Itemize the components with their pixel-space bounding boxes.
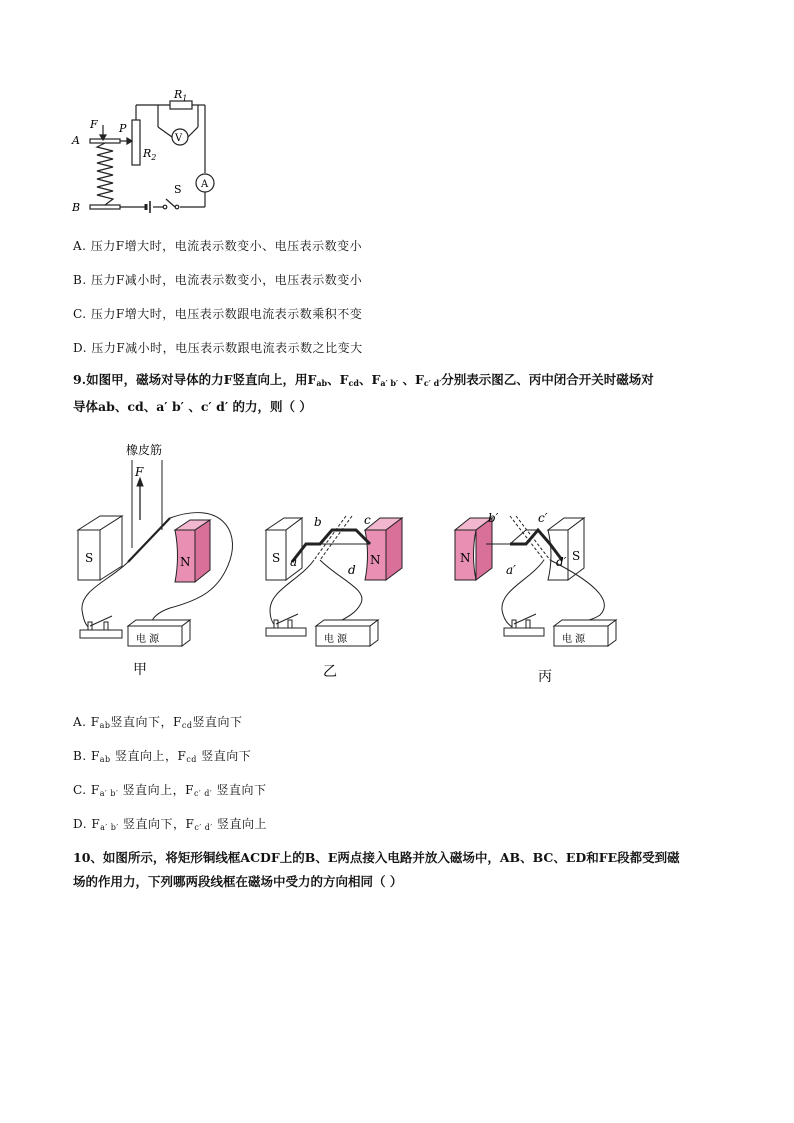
label-n-bing: N <box>460 551 471 565</box>
label-force-F: F <box>135 465 144 479</box>
label-n-yi: N <box>370 553 381 567</box>
q9-option-b: B. $F_{ab}$ 竖直向上，$F_{cd}$ 竖直向下 <box>73 749 252 764</box>
label-power-jia: 电 源 <box>136 634 160 645</box>
label-a: a <box>290 555 298 569</box>
label-power-yi: 电 源 <box>324 634 348 645</box>
label-bing: 丙 <box>538 669 552 685</box>
label-B: B <box>72 201 81 214</box>
label-R1: $R_1$ <box>174 88 188 103</box>
magnet-n-yi <box>365 518 402 580</box>
label-d-prime: d′ <box>556 555 567 569</box>
label-b: b <box>314 515 322 529</box>
magnetic-force-figure <box>70 430 630 690</box>
label-yi: 乙 <box>323 664 337 680</box>
label-P: P <box>119 122 127 135</box>
label-jia: 甲 <box>133 662 147 678</box>
label-V: V <box>175 133 183 144</box>
label-power-bing: 电 源 <box>562 634 586 645</box>
q8-option-a: A. 压力F增大时，电流表示数变小、电压表示数变小 <box>73 239 363 253</box>
label-S: S <box>174 183 182 196</box>
label-a-prime: a′ <box>506 563 516 577</box>
q8-option-c: C. 压力F增大时，电压表示数跟电流表示数乘积不变 <box>73 307 363 321</box>
magnet-s-jia <box>78 516 122 580</box>
q10-stem: 10、如图所示，将矩形铜线框ACDF上的B、E两点接入电路并放入磁场中，AB、BC、ED和FE段都受到磁 场的作用力，下列哪两段线框在磁场中受力的方向相同（ ） <box>73 850 680 889</box>
label-rubber-band: 橡皮筋 <box>126 443 163 457</box>
label-s-bing: S <box>572 549 581 563</box>
label-A: A <box>72 134 80 147</box>
label-b-prime: b′ <box>488 511 499 525</box>
q8-option-b: B. 压力F减小时，电流表示数变小，电压表示数变小 <box>73 273 363 287</box>
label-ammeter: A <box>201 179 209 190</box>
label-d: d <box>348 563 356 577</box>
q9-number: 9. <box>73 372 87 387</box>
label-c: c <box>364 513 371 527</box>
q9-option-c: C. $F_{a' b'}$ 竖直向上，$F_{c' d'}$ 竖直向下 <box>73 783 267 798</box>
magnet-s-yi <box>266 518 302 580</box>
q9-option-d: D. $F_{a' b'}$ 竖直向下，$F_{c' d'}$ 竖直向上 <box>73 817 267 832</box>
label-c-prime: c′ <box>538 511 548 525</box>
magnet-n-bing <box>455 518 492 580</box>
label-s-yi: S <box>272 551 281 565</box>
q9-stem: 9.如图甲，磁场对导体的力F竖直向上，用$F_{ab}$、$F_{cd}$、$F_{a' b'}$ 、$F_{c' d'}$分别表示图乙、丙中闭合开关时磁场对 导体ab、cd、a′ b′ 、c′ d′ 的力，则（ ） <box>73 372 654 414</box>
label-n-jia: N <box>180 555 191 569</box>
magnet-n-jia <box>175 520 210 582</box>
q9-option-a: A. $F_{ab}$竖直向下，$F_{cd}$竖直向下 <box>73 715 243 730</box>
label-F: F <box>90 118 98 131</box>
label-s-jia: S <box>85 551 94 565</box>
pressure-circuit-diagram <box>70 88 220 220</box>
label-R2: $R_2$ <box>143 147 157 162</box>
q8-option-d: D. 压力F减小时，电压表示数跟电流表示数之比变大 <box>73 341 363 355</box>
